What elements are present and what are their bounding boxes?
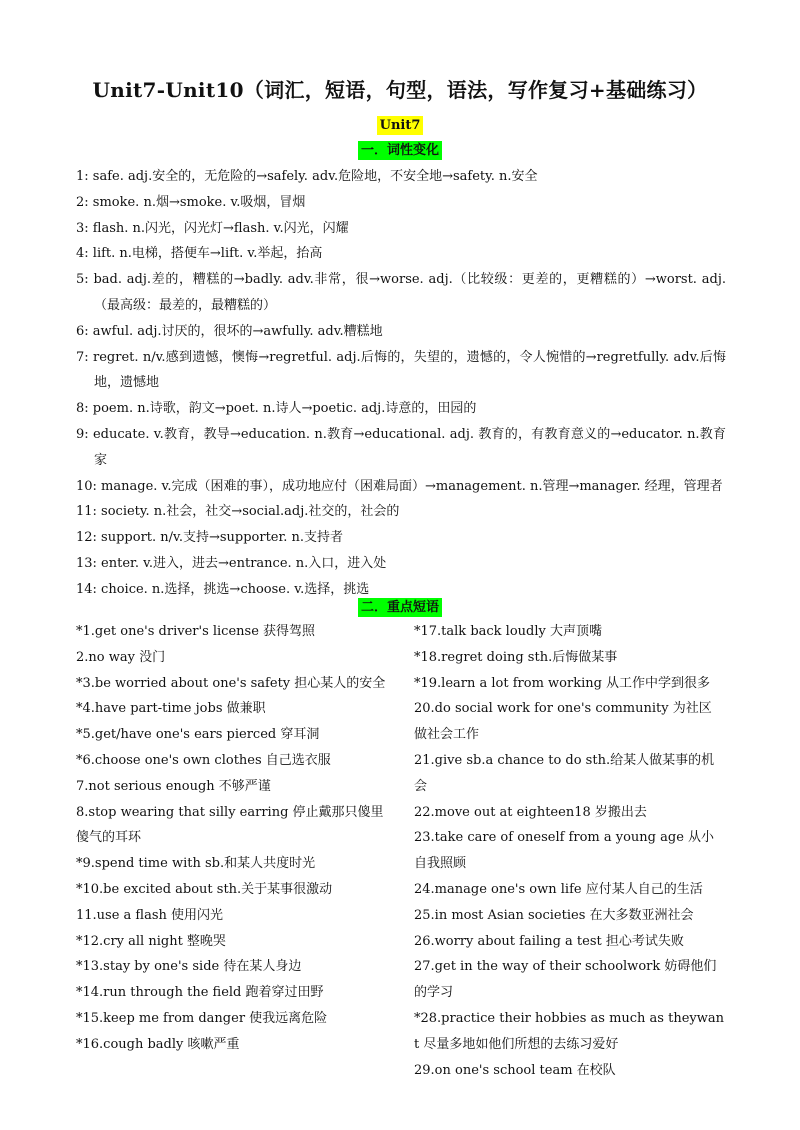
unit-heading — [0, 114, 800, 135]
phrase-item: 27.get in the way of their schoolwork 妨碍他们的学习 — [414, 959, 717, 1001]
phrase-item: 8.stop wearing that silly earring 停止戴那只傻里傻气的耳环 — [76, 804, 384, 846]
vocab-item: 7: regret. n/v.感到遗憾，懊悔→regretful. adj.后悔的，失望的，遗憾的，令人惋惜的→regretfully. adv.后悔地，遗憾地 — [76, 349, 726, 391]
vocab-item: 9: educate. v.教育，教导→education. n.教育→educational. adj. 教育的，有教育意义的→educator. n.教育家 — [76, 426, 726, 468]
phrase-item: *4.have part-time jobs 做兼职 — [76, 701, 266, 717]
phrase-item: *14.run through the field 跑着穿过田野 — [76, 985, 324, 1001]
phrase-item: *28.practice their hobbies as much as theywant 尽量多地如他们所想的去练习爱好 — [414, 1010, 725, 1052]
phrase-item: 7.not serious enough 不够严谨 — [76, 778, 271, 794]
phrase-list-right — [414, 619, 724, 1083]
phrase-item: *13.stay by one's side 待在某人身边 — [76, 959, 302, 975]
phrase-list-left — [76, 619, 386, 1058]
vocab-item: 13: enter. v.进入，进去→entrance. n.入口，进入处 — [76, 555, 387, 571]
page-title: Unit7-Unit10（词汇，短语，句型，语法，写作复习+基础练习） — [92, 78, 708, 102]
vocab-item: 10: manage. v.完成（困难的事），成功地应付（困难局面）→management. n.管理→manager. 经理，管理者 — [76, 478, 723, 494]
phrase-item: *6.choose one's own clothes 自己选衣服 — [76, 752, 331, 768]
phrase-item: 23.take care of oneself from a young age 从小自我照顾 — [414, 830, 715, 872]
vocab-item: 2: smoke. n.烟→smoke. v.吸烟，冒烟 — [76, 194, 306, 210]
phrase-item: *12.cry all night 整晚哭 — [76, 933, 226, 949]
phrase-item: *9.spend time with sb.和某人共度时光 — [76, 856, 316, 872]
phrase-item: 26.worry about failing a test 担心考试失败 — [414, 933, 684, 949]
vocab-list — [76, 164, 726, 603]
phrase-item: *18.regret doing sth.后悔做某事 — [414, 649, 618, 665]
phrase-item: 29.on one's school team 在校队 — [414, 1062, 616, 1078]
vocab-item: 4: lift. n.电梯，搭便车→lift. v.举起，抬高 — [76, 246, 323, 262]
phrase-item: *16.cough badly 咳嗽严重 — [76, 1036, 240, 1052]
phrase-item: *3.be worried about one's safety 担心某人的安全 — [76, 675, 386, 691]
phrase-item: *19.learn a lot from working 从工作中学到很多 — [414, 675, 711, 691]
unit-label: Unit7 — [377, 116, 424, 135]
phrase-item: 24.manage one's own life 应付某人自己的生活 — [414, 881, 703, 897]
phrase-item: 21.give sb.a chance to do sth.给某人做某事的机会 — [414, 752, 715, 794]
vocab-item: 3: flash. n.闪光，闪光灯→flash. v.闪光，闪耀 — [76, 220, 349, 236]
phrase-item: *5.get/have one's ears pierced 穿耳洞 — [76, 727, 320, 743]
vocab-item: 14: choice. n.选择，挑选→choose. v.选择，挑选 — [76, 581, 370, 597]
section-heading-key-phrases — [0, 596, 800, 617]
vocab-item: 5: bad. adj.差的，糟糕的→badly. adv.非常，很→worse. adj.（比较级：更差的，更糟糕的）→worst. adj.（最高级：最差的，最糟糕的） — [76, 272, 726, 313]
phrase-item: *17.talk back loudly 大声顶嘴 — [414, 624, 602, 639]
phrase-item: *1.get one's driver's license 获得驾照 — [76, 624, 316, 639]
vocab-item: 12: support. n/v.支持→supporter. n.支持者 — [76, 530, 344, 546]
phrase-item: 20.do social work for one's community 为社区做社会工作 — [414, 701, 712, 743]
section-label-word-forms: 一．词性变化 — [358, 141, 442, 160]
section-label-key-phrases: 二．重点短语 — [358, 598, 442, 617]
phrase-item: 2.no way 没门 — [76, 649, 166, 665]
vocab-item: 1: safe. adj.安全的，无危险的→safely. adv.危险地，不安全地→safety. n.安全 — [76, 169, 538, 184]
vocab-item: 6: awful. adj.讨厌的，很坏的→awfully. adv.糟糕地 — [76, 323, 383, 339]
vocab-item: 8: poem. n.诗歌，韵文→poet. n.诗人→poetic. adj.诗意的，田园的 — [76, 401, 477, 417]
phrase-item: *10.be excited about sth.关于某事很激动 — [76, 881, 333, 897]
section-heading-word-forms — [0, 139, 800, 160]
phrase-item: 25.in most Asian societies 在大多数亚洲社会 — [414, 907, 694, 923]
phrase-item: *15.keep me from danger 使我远离危险 — [76, 1010, 328, 1026]
phrase-item: 11.use a flash 使用闪光 — [76, 907, 224, 923]
vocab-item: 11: society. n.社会，社交→social.adj.社交的，社会的 — [76, 504, 400, 520]
phrase-item: 22.move out at eighteen18 岁搬出去 — [414, 804, 647, 820]
